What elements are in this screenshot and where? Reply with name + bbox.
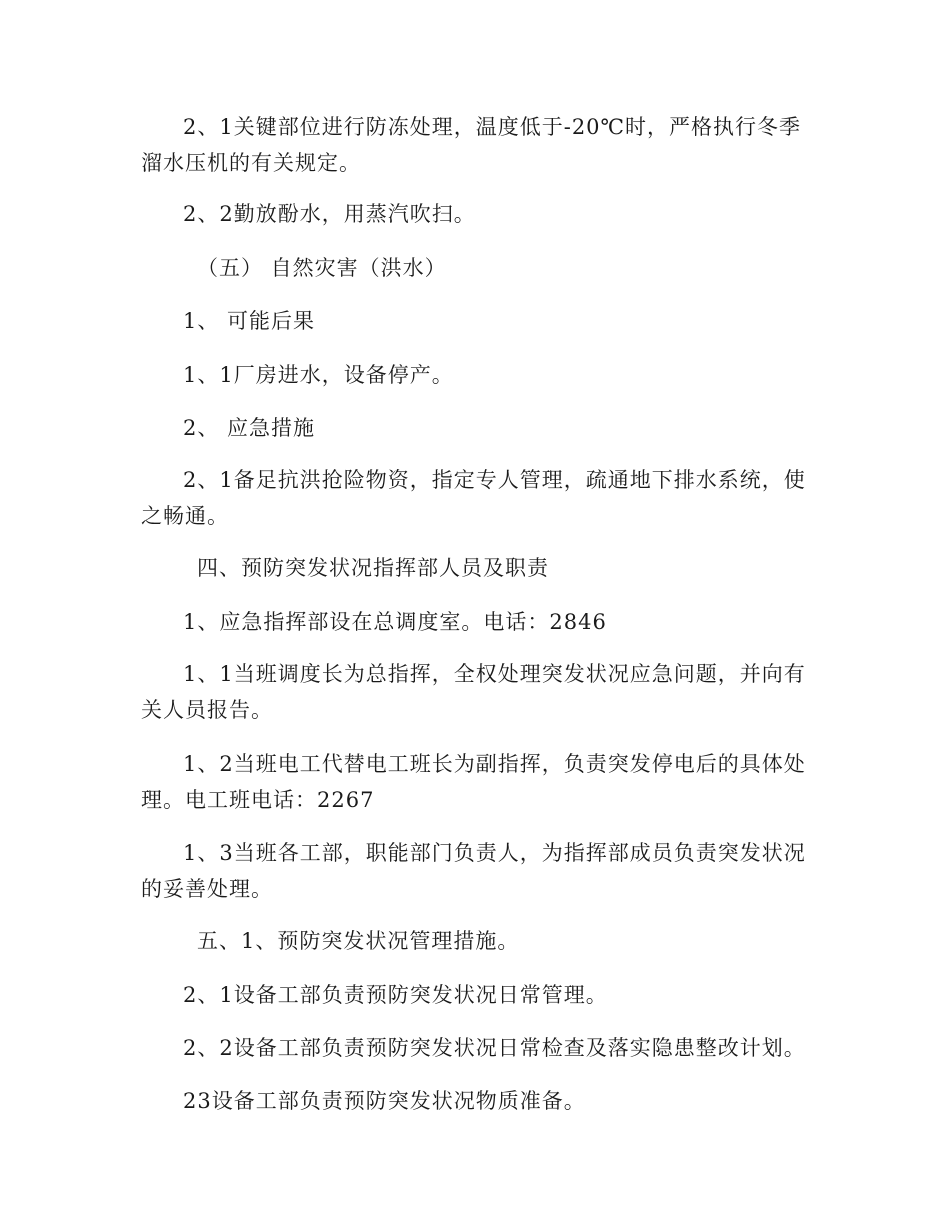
paragraph-flooding: 1、1厂房进水，设备停产。 [183, 363, 454, 387]
paragraph-material-preparation: 23设备工部负责预防突发状况物质准备。 [183, 1089, 586, 1113]
paragraph-antifreeze: 2、1关键部位进行防冻处理，温度低于-20℃时，严格执行冬季溜水压机的有关规定。 [141, 115, 802, 175]
paragraph-daily-inspection: 2、2设备工部负责预防突发状况日常检查及落实隐患整改计划。 [183, 1036, 806, 1060]
heading-possible-consequences: 1、 可能后果 [183, 309, 316, 333]
heading-command-staff: 四、预防突发状况指挥部人员及职责 [197, 556, 549, 580]
paragraph-phenol-water: 2、2勤放酚水，用蒸汽吹扫。 [183, 202, 476, 226]
heading-management-measures: 五、1、预防突发状况管理措施。 [197, 929, 520, 953]
paragraph-daily-management: 2、1设备工部负责预防突发状况日常管理。 [183, 983, 608, 1007]
paragraph-command-location: 1、应急指挥部设在总调度室。电话：2846 [183, 610, 607, 634]
paragraph-command-members: 1、3当班各工部，职能部门负责人，为指挥部成员负责突发状况的妥善处理。 [141, 841, 806, 901]
heading-emergency-measures: 2、 应急措施 [183, 416, 316, 440]
paragraph-flood-supplies: 2、1备足抗洪抢险物资，指定专人管理，疏通地下排水系统，使之畅通。 [141, 468, 806, 528]
heading-natural-disaster: （五） 自然灾害（洪水） [197, 256, 447, 280]
paragraph-chief-commander: 1、1当班调度长为总指挥，全权处理突发状况应急问题，并向有关人员报告。 [141, 662, 806, 722]
paragraph-deputy-commander: 1、2当班电工代替电工班长为副指挥，负责突发停电后的具体处理。电工班电话：2267 [141, 752, 806, 812]
